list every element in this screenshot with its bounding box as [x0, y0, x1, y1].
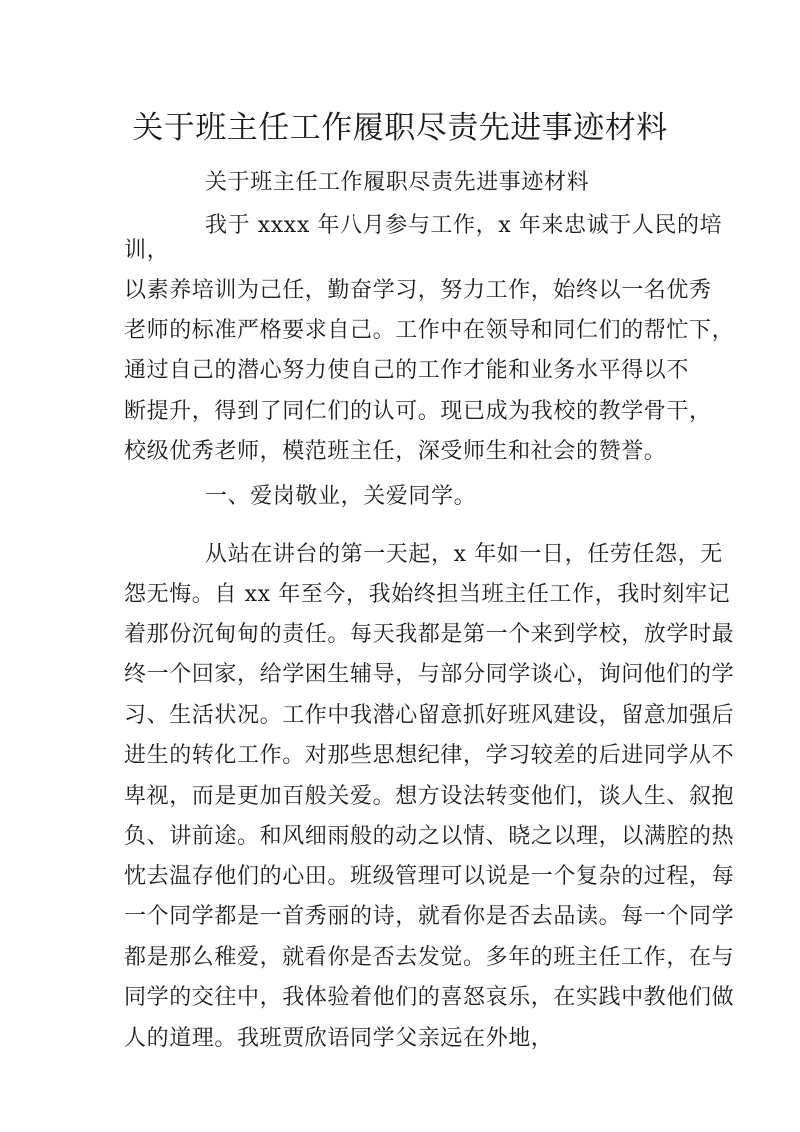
paragraph-line: 忱去温存他们的心田。班级管理可以说是一个复杂的过程，每: [124, 864, 735, 889]
document-title: 关于班主任工作履职尽责先进事迹材料: [132, 110, 668, 146]
paragraph-line: 卑视，而是更加百般关爱。想方设法转变他们，谈人生、叙抱: [124, 784, 735, 809]
paragraph-line: 一个同学都是一首秀丽的诗，就看你是否去品读。每一个同学: [124, 904, 735, 929]
subtitle-line: 关于班主任工作履职尽责先进事迹材料: [205, 170, 590, 195]
paragraph-line: 人的道理。我班贾欣语同学父亲远在外地，: [124, 1026, 554, 1051]
paragraph-line: 通过自己的潜心努力使自己的工作才能和业务水平得以不: [124, 358, 690, 383]
paragraph-line: 习、生活状况。工作中我潜心留意抓好班风建设，留意加强后: [124, 703, 735, 728]
paragraph-line: 负、讲前途。和风细雨般的动之以情、晓之以理，以满腔的热: [124, 824, 735, 849]
section-heading: 一、爱岗敬业，关爱同学。: [205, 484, 477, 509]
paragraph-line: 以素养培训为己任，勤奋学习，努力工作，始终以一名优秀: [124, 278, 712, 303]
paragraph-line: 断提升，得到了同仁们的认可。现已成为我校的教学骨干，: [124, 399, 712, 424]
paragraph-line: 终一个回家，给学困生辅导，与部分同学谈心，询问他们的学: [124, 662, 735, 687]
paragraph-line: 怨无悔。自 xx 年至今，我始终担当班主任工作，我时刻牢记: [124, 582, 731, 607]
paragraph-line: 我于 xxxx 年八月参与工作，x 年来忠诚于人民的培: [205, 213, 723, 238]
paragraph-line: 都是那么稚爱，就看你是否去发觉。多年的班主任工作，在与: [124, 945, 735, 970]
paragraph-line: 进生的转化工作。对那些思想纪律，学习较差的后进同学从不: [124, 743, 735, 768]
paragraph-line: 校级优秀老师，模范班主任，深受师生和社会的赞誉。: [124, 439, 667, 464]
paragraph-line: 训，: [124, 238, 170, 263]
paragraph-line: 从站在讲台的第一天起，x 年如一日，任劳任怨，无: [205, 542, 723, 567]
paragraph-line: 老师的标准严格要求自己。工作中在领导和同仁们的帮忙下，: [124, 318, 735, 343]
paragraph-line: 同学的交往中，我体验着他们的喜怒哀乐，在实践中教他们做: [124, 985, 735, 1010]
paragraph-line: 着那份沉甸甸的责任。每天我都是第一个来到学校，放学时最: [124, 622, 735, 647]
